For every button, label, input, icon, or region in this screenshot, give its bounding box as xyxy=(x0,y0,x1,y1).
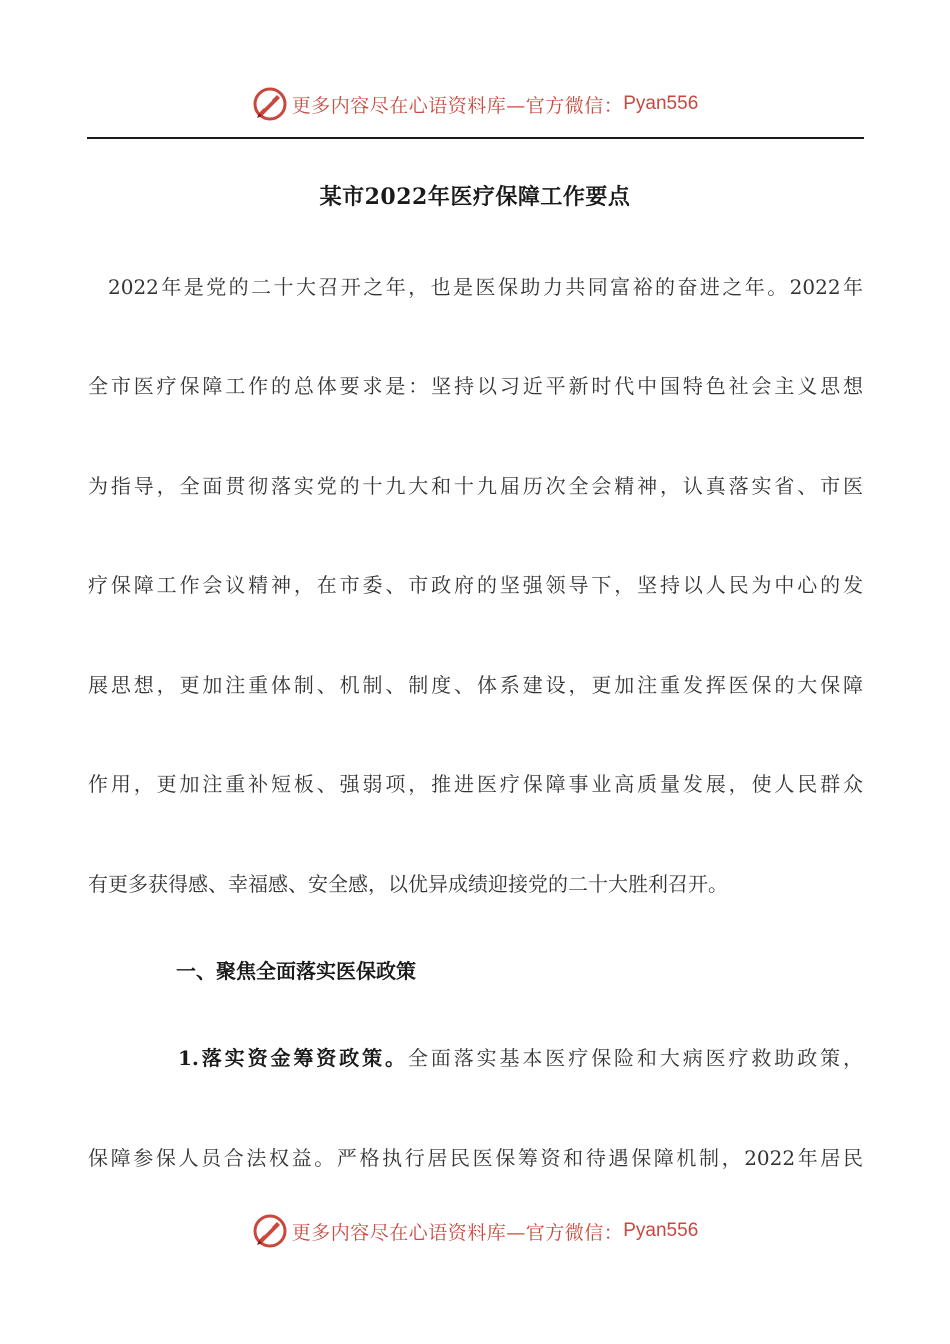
header-divider xyxy=(87,137,864,139)
pen-logo-icon xyxy=(252,86,288,122)
item-line xyxy=(178,1042,863,1074)
item-label: 1.落实资金筹资政策。 xyxy=(178,1046,408,1070)
paragraph-line: 为指导，全面贯彻落实党的十九大和十九届历次全会精神，认真落实省、市医 xyxy=(88,474,863,498)
section-heading: 一、聚焦全面落实医保政策 xyxy=(176,959,416,983)
banner-wechat-id: Pyan556 xyxy=(623,93,699,114)
banner-text: 更多内容尽在心语资料库—官方微信： xyxy=(291,94,624,117)
banner-wechat-id: Pyan556 xyxy=(623,1220,699,1241)
paragraph-line: 保障参保人员合法权益。严格执行居民医保筹资和待遇保障机制，2022年居民 xyxy=(88,1146,863,1170)
header-banner xyxy=(0,84,950,124)
footer-banner xyxy=(0,1211,950,1251)
paragraph-line: 有更多获得感、幸福感、安全感，以优异成绩迎接党的二十大胜利召开。 xyxy=(88,872,728,896)
paragraph-line: 2022年是党的二十大召开之年，也是医保助力共同富裕的奋进之年。2022年 xyxy=(108,275,863,299)
document-title: 某市2022年医疗保障工作要点 xyxy=(319,184,631,210)
paragraph-line: 全市医疗保障工作的总体要求是：坚持以习近平新时代中国特色社会主义思想 xyxy=(88,374,863,398)
banner-text: 更多内容尽在心语资料库—官方微信： xyxy=(291,1221,624,1244)
item-text: 全面落实基本医疗保险和大病医疗救助政策， xyxy=(407,1046,863,1070)
paragraph-line: 展思想，更加注重体制、机制、制度、体系建设，更加注重发挥医保的大保障 xyxy=(88,673,863,697)
paragraph-line: 疗保障工作会议精神，在市委、市政府的坚强领导下，坚持以人民为中心的发 xyxy=(88,573,863,597)
paragraph-line: 作用，更加注重补短板、强弱项，推进医疗保障事业高质量发展，使人民群众 xyxy=(88,772,863,796)
pen-logo-icon xyxy=(252,1213,288,1249)
